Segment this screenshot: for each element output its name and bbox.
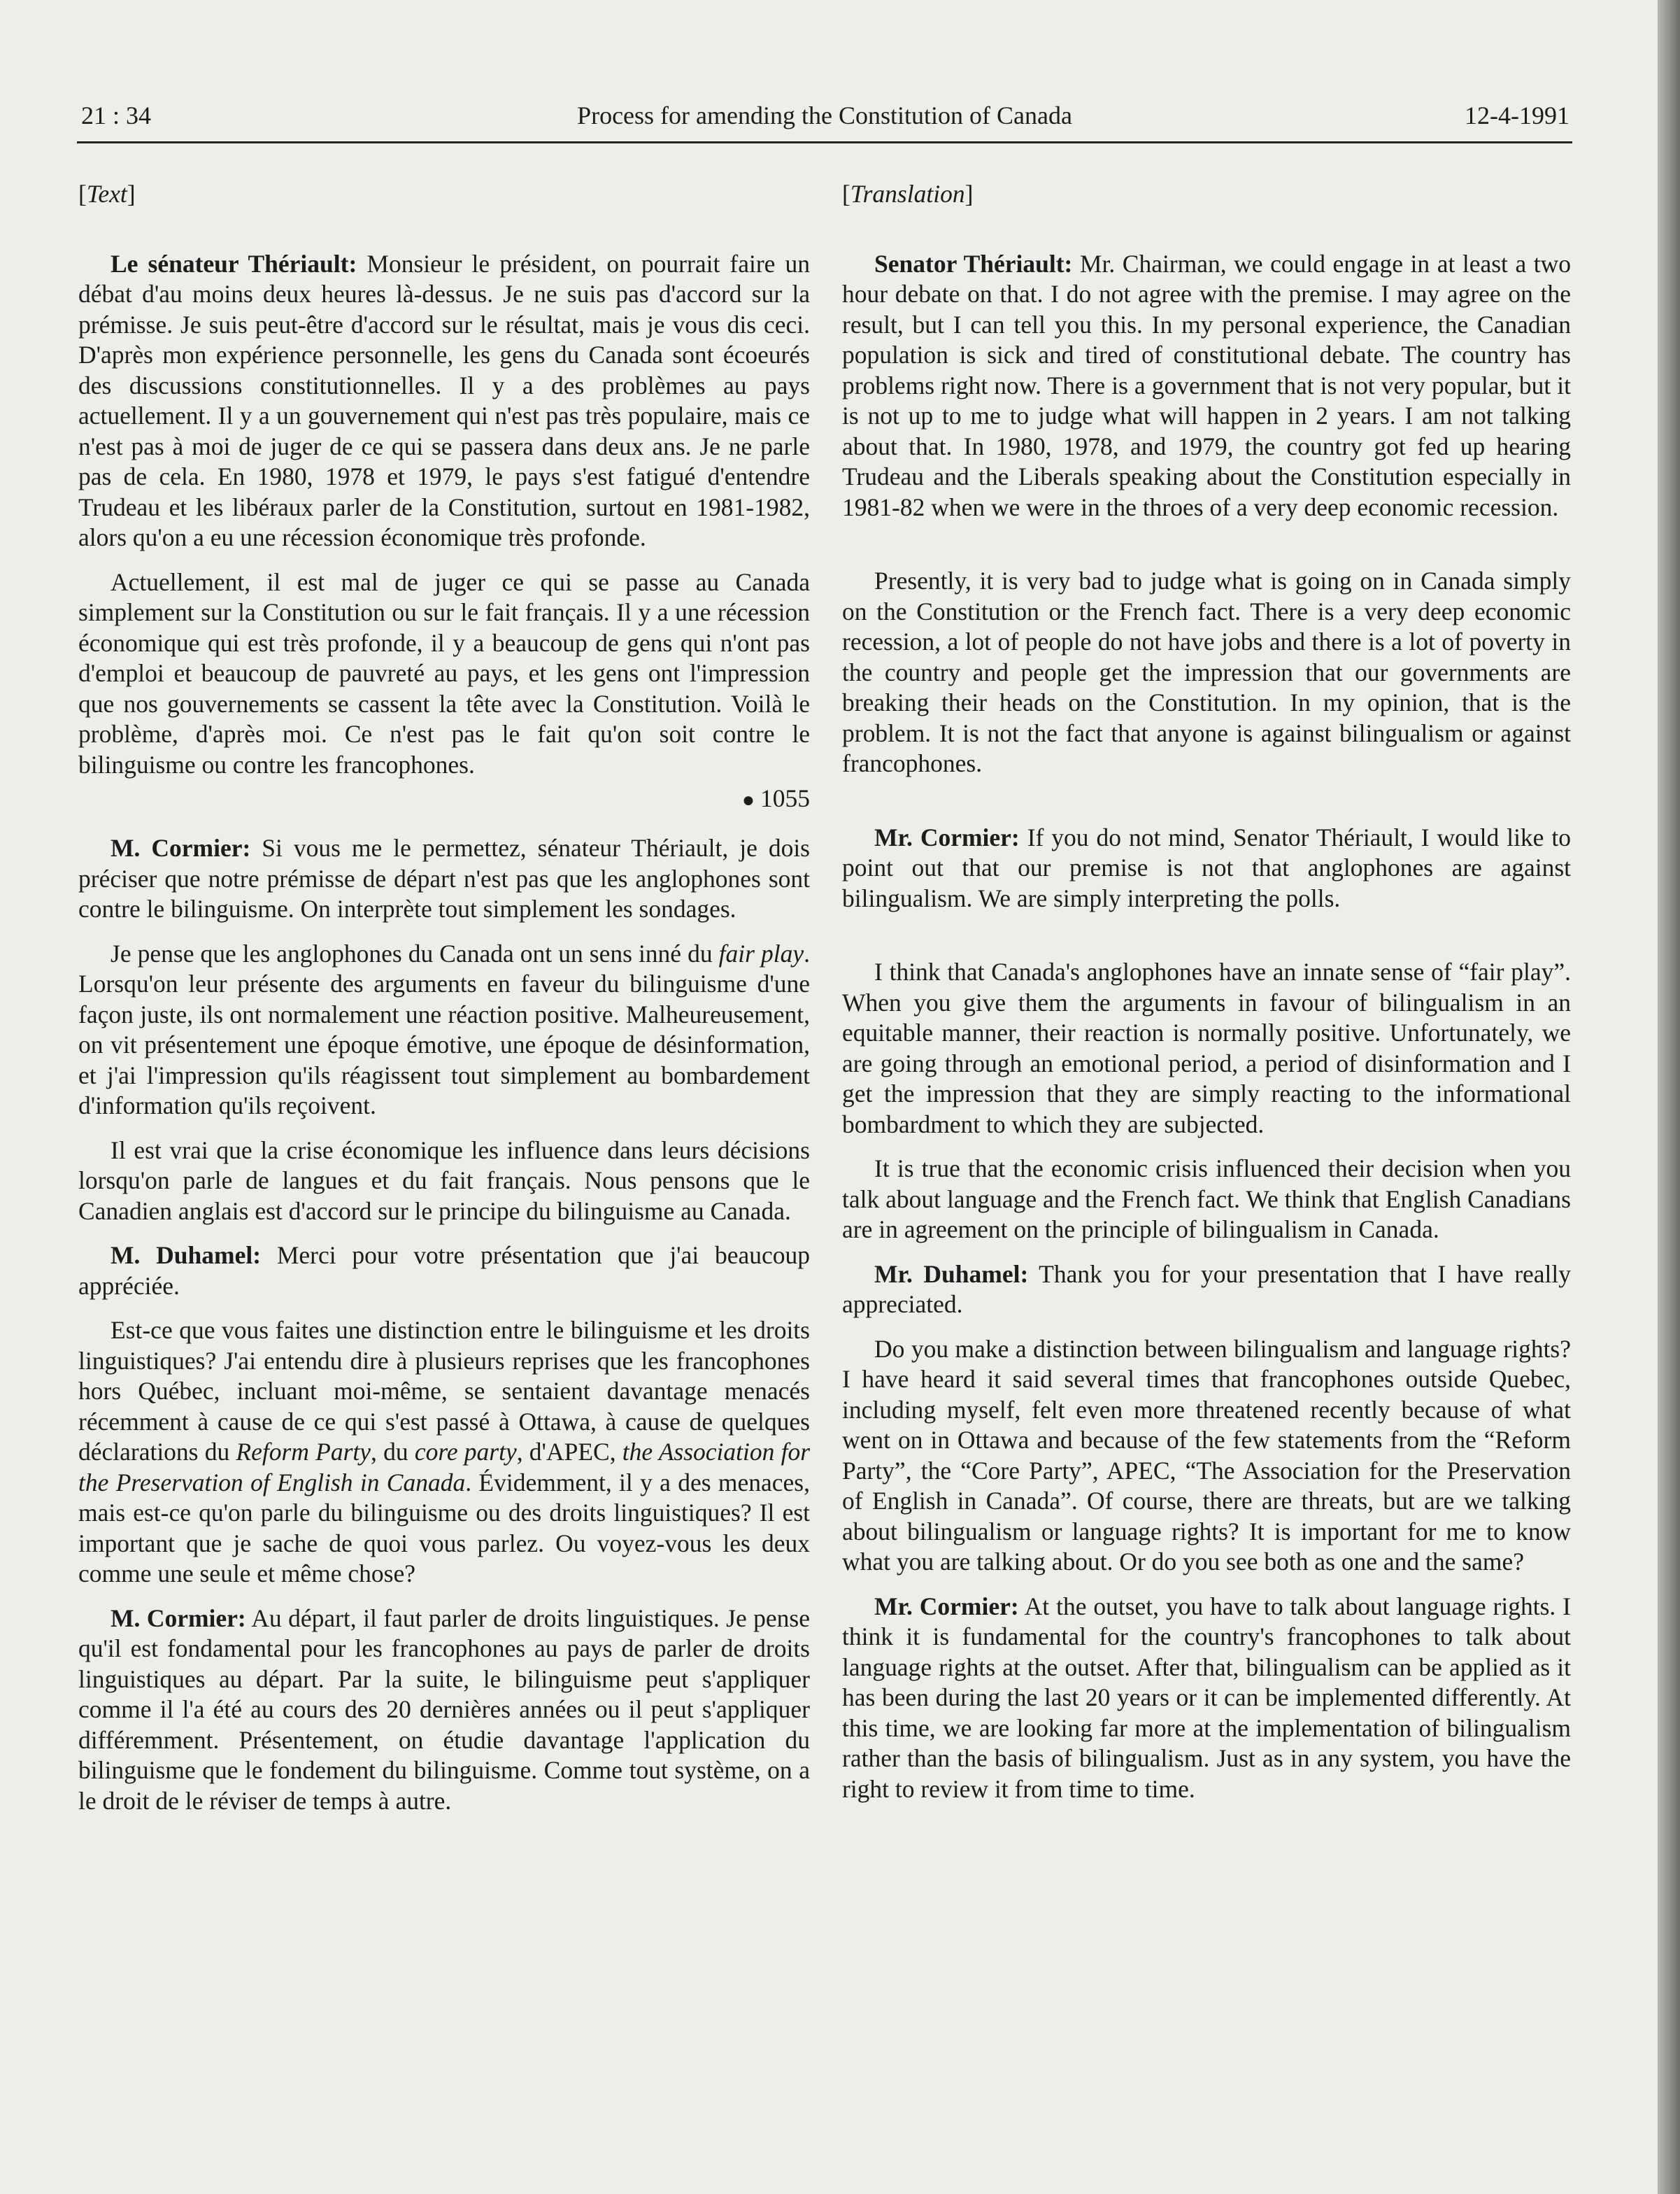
paragraph-cormier-en: Mr. Cormier: At the outset, you have to talk about language rights. I think it is fundamental for the country's francophones to talk about language rights at the outset. After that, bilingualism can be applied as it has been during the last 20 years or it can be implemented differently. At this time, we are looking far more at the implementation of bilingualism rather than the basis of bilingualism. Just as in any system, you have the right to review it from time to time.: [842, 1592, 1572, 1803]
binding-edge: [1658, 0, 1680, 2194]
paragraph-fr: Je pense que les anglophones du Canada ont un sens inné du fair play. Lorsqu'on leur présente des arguments en faveur du bilinguisme d'une façon juste, ils ont normalement une réaction positive. Malheureusement, on vit présentement une époque émotive, une époque de désinformation, et j'ai l'impression qu'ils réagissent tout simplement au bombardement d'information qu'ils reçoivent.: [78, 939, 810, 1119]
paragraph-en: Do you make a distinction between bilingualism and language rights? I have heard it said several times that francophones outside Quebec, including myself, felt even more threatened recently because of what went on in Ottawa and because of the few statements from the “Reform Party”, the “Core Party”, APEC, “The Association for the Preservation of English in Canada”. Of course, there are threats, but are we talking about bilingualism or language rights? It is important for me to know what you are talking about. Or do you see both as one and the same?: [842, 1334, 1571, 1576]
paragraph-theriault-en: Senator Thériault: Mr. Chairman, we could engage in at least a two hour debate on that. I do not agree with the premise. I may agree on the result, but I can tell you this. In my personal experience, the Canadian population is sick and tired of constitutional debate. The country has problems right now. There is a government that is not very popular, but it is not up to me to judge what will happen in 2 years. I am not talking about that. In 1980, 1978, and 1979, the country got fed up hearing Trudeau and the Liberals speaking about the Constitution especially in 1981-82 when we were in the throes of a very deep economic recession.: [842, 249, 1571, 521]
english-column: [842, 179, 1571, 1804]
paragraph-duhamel-fr: M. Duhamel: Merci pour votre présentation que j'ai beaucoup appréciée.: [78, 1241, 810, 1300]
paragraph-cormier-fr: M. Cormier: Au départ, il faut parler de droits linguistiques. Je pense qu'il est fondamental pour les francophones au pays de parler de droits linguistiques au départ. Par la suite, le bilinguisme peut s'appliquer comme il l'a été au cours des 20 dernières années ou il peut s'appliquer différemment. Présentement, on étudie davantage l'application du bilinguisme que le fondement du bilinguisme. Comme tout système, on a le droit de le réviser de temps à autre.: [78, 1604, 811, 1815]
paragraph-theriault-fr: Le sénateur Thériault: Monsieur le président, on pourrait faire un débat d'au moins deux heures là-dessus. Je ne suis pas d'accord sur la prémisse. Je suis peut-être d'accord sur le résultat, mais je vous dis ceci. D'après mon expérience personnelle, les gens du Canada sont écoeurés des discussions constitutionnelles. Il y a des problèmes au pays actuellement. Il y a un gouvernement qui n'est pas très populaire, mais ce n'est pas à moi de juger de ce qui se passera dans deux ans. Je ne parle pas de cela. En 1980, 1978 et 1979, le pays s'est fatigué d'entendre Trudeau et les libéraux parler de la Constitution, surtout en 1981-1982, alors qu'on a eu une récession économique très profonde.: [78, 249, 811, 551]
speaker-name: M. Cormier:: [111, 834, 251, 862]
speaker-name: Mr. Cormier:: [874, 1592, 1019, 1620]
paragraph-cormier-en: Mr. Cormier: If you do not mind, Senator Thériault, I would like to point out that our premise is not that anglophones are against bilingualism. We are simply interpreting the polls.: [842, 823, 1572, 912]
time-marker: ● 1055: [741, 784, 810, 812]
speaker-name: M. Duhamel:: [111, 1241, 262, 1269]
speaker-name: Senator Thériault:: [874, 249, 1073, 278]
paragraph-en: I think that Canada's anglophones have an innate sense of “fair play”. When you give them the arguments in favour of bilingualism in an equitable manner, their reaction is normally positive. Unfortunately, we are going through an emotional period, a period of disinformation and I get the impression that they are simply reacting to the informational bombardment to which they are subjected.: [842, 958, 1571, 1138]
running-title: Process for amending the Constitution of Canada: [577, 101, 1072, 129]
page-header: [77, 98, 1572, 143]
paragraph-fr: Est-ce que vous faites une distinction entre le bilinguisme et les droits linguistiques? J'ai entendu dire à plusieurs reprises que les francophones hors Québec, incluant moi-même, se sentaient davantage menacés récemment à cause de ce qui s'est passé à Ottawa, à cause de quelques déclarations du Reform Party, du core party, d'APEC, the Association for the Preservation of English in Canada. Évidemment, il y a des menaces, mais est-ce qu'on parle du bilinguisme ou des droits linguistiques? Il est important que je sache de quoi vous parlez. Ou voyez-vous les deux comme une seule et même chose?: [78, 1316, 811, 1587]
header-date: 12-4-1991: [1465, 101, 1569, 129]
speaker-name: M. Cormier:: [111, 1604, 246, 1632]
paragraph-en: Presently, it is very bad to judge what is going on in Canada simply on the Constitution or the French fact. There is a very deep economic recession, a lot of people do not have jobs and there is a lot of poverty in the country and people get the impression that our governments are breaking their heads on the Constitution. In my opinion, that is the problem. It is not the fact that anyone is against bilingualism or against francophones.: [842, 567, 1571, 777]
page-number: 21 : 34: [81, 101, 152, 129]
paragraph-fr: Actuellement, il est mal de juger ce qui se passe au Canada simplement sur la Constitution ou sur le fait français. Il y a une récession économique qui est très profonde, il y a beaucoup de gens qui n'ont pas d'emploi et beaucoup de pauvreté au pays, et les gens ont l'impression que nos gouvernements se cassent la tête avec la Constitution. Voilà le problème, d'après moi. Ce n'est pas le fait qu'on soit contre le bilinguisme ou contre les francophones.: [78, 567, 810, 779]
bullet-icon: ●: [741, 788, 755, 812]
speaker-name: Le sénateur Thériault:: [111, 249, 357, 278]
paragraph-duhamel-en: Mr. Duhamel: Thank you for your presentation that I have really appreciated.: [842, 1259, 1571, 1318]
paragraph-cormier-fr: M. Cormier: Si vous me le permettez, sénateur Thériault, je dois préciser que notre prémisse de départ n'est pas que les anglophones sont contre le bilinguisme. On interprète tout simplement les sondages.: [78, 834, 810, 923]
text-label: [Text]: [78, 180, 136, 208]
paragraph-fr: Il est vrai que la crise économique les influence dans leurs décisions lorsqu'on parle de langues et du fait français. Nous pensons que le Canadien anglais est d'accord sur le principe du bilinguisme au Canada.: [78, 1135, 810, 1225]
speaker-name: Mr. Cormier:: [874, 823, 1020, 851]
paragraph-en: It is true that the economic crisis influenced their decision when you talk about language and the French fact. We think that English Canadians are in agreement on the principle of bilingualism in Canada.: [842, 1154, 1571, 1243]
french-column: [78, 179, 810, 1816]
speaker-name: Mr. Duhamel:: [874, 1259, 1029, 1288]
translation-label: [Translation]: [842, 180, 974, 208]
